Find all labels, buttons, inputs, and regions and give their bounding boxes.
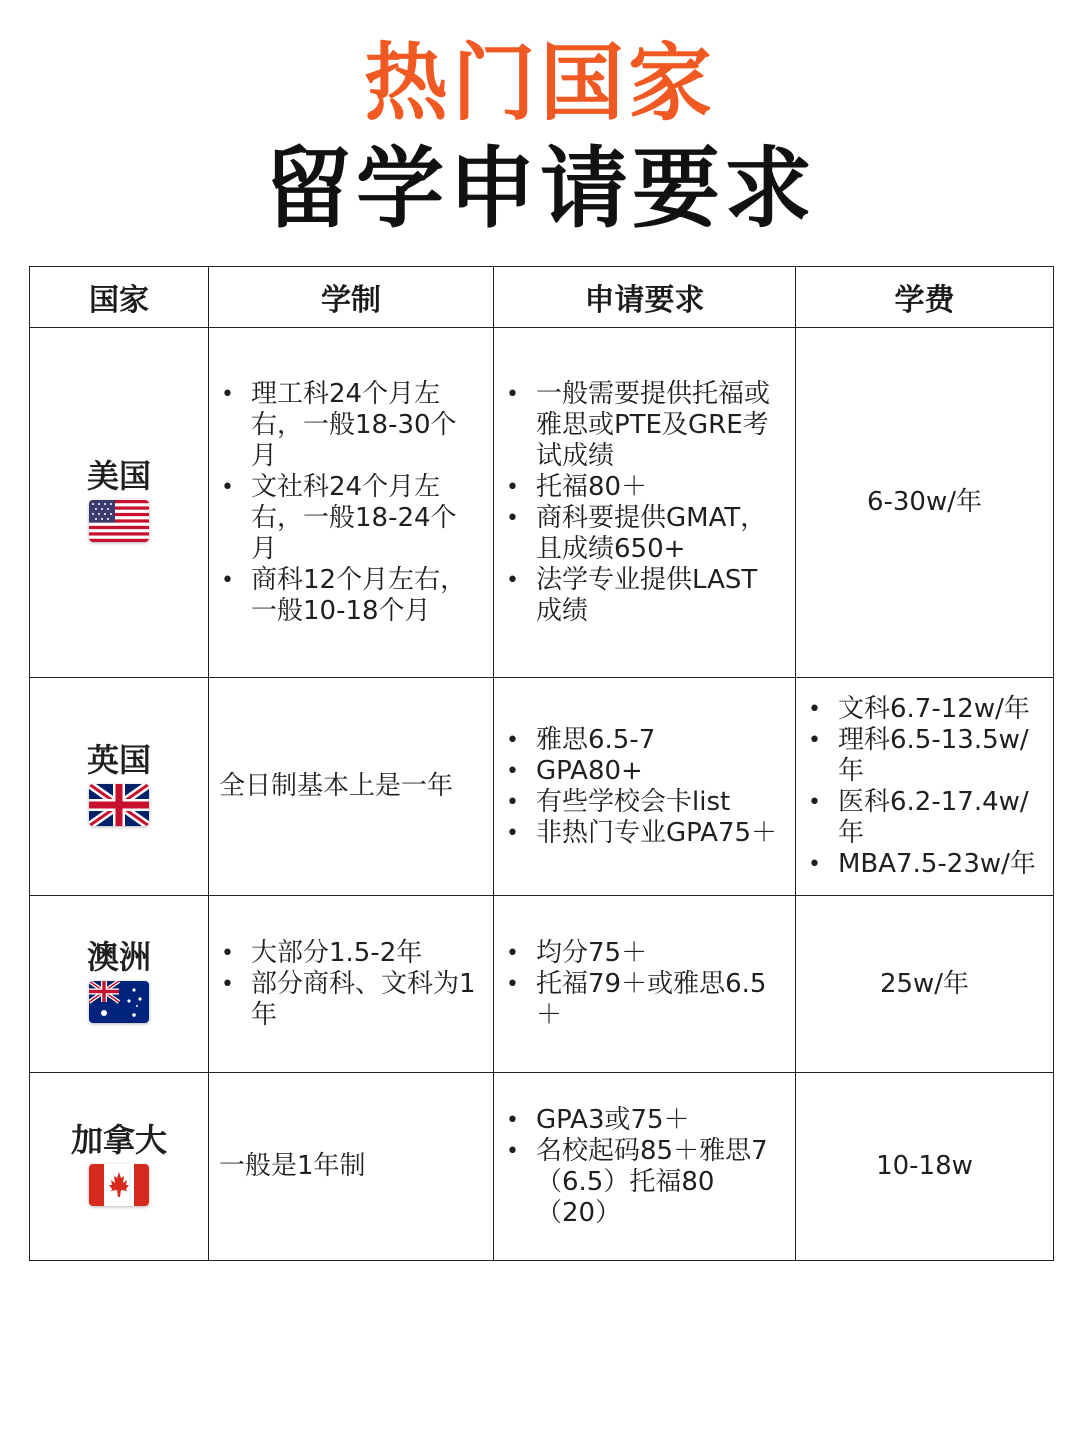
duration-cell-uk: 全日制基本上是一年 bbox=[209, 678, 494, 896]
requirements-cell-canada bbox=[494, 1073, 796, 1261]
requirements-table bbox=[29, 266, 1054, 1261]
list-item: • GPA3或75＋ bbox=[504, 1105, 783, 1136]
tuition-cell-usa: 6-30w/年 bbox=[796, 328, 1054, 678]
requirements-cell-usa bbox=[494, 328, 796, 678]
list-item: • GPA80+ bbox=[504, 756, 783, 787]
requirements-list bbox=[494, 938, 795, 1031]
header-duration: 学制 bbox=[209, 267, 494, 328]
list-item: • 雅思6.5-7 bbox=[504, 725, 783, 756]
country-cell-usa bbox=[30, 328, 209, 678]
duration-cell-australia bbox=[209, 896, 494, 1073]
page-subtitle: 留学申请要求 bbox=[263, 137, 816, 240]
list-item: • 大部分1.5-2年 bbox=[219, 938, 481, 969]
list-item: • 医科6.2-17.4w/年 bbox=[806, 787, 1041, 849]
country-name: 加拿大 bbox=[70, 1120, 167, 1159]
country-name: 英国 bbox=[86, 740, 151, 779]
duration-list bbox=[209, 379, 493, 627]
uk-flag-icon bbox=[89, 784, 149, 826]
country-name: 美国 bbox=[86, 456, 151, 495]
page-title: 热门国家 bbox=[363, 34, 716, 132]
list-item: • 文科6.7-12w/年 bbox=[806, 694, 1041, 725]
table-row-australia bbox=[30, 896, 1054, 1073]
list-item: • 法学专业提供LAST成绩 bbox=[504, 565, 783, 627]
requirements-list bbox=[494, 379, 795, 627]
list-item: • 商科12个月左右，一般10-18个月 bbox=[219, 565, 481, 627]
us-flag-icon bbox=[89, 500, 149, 542]
requirements-list bbox=[494, 725, 795, 849]
duration-cell-usa bbox=[209, 328, 494, 678]
list-item: • 商科要提供GMAT，且成绩650+ bbox=[504, 503, 783, 565]
tuition-cell-uk bbox=[796, 678, 1054, 896]
country-cell-australia bbox=[30, 896, 209, 1073]
tuition-list bbox=[796, 694, 1053, 880]
canada-flag-icon bbox=[89, 1164, 149, 1206]
list-item: • 理科6.5-13.5w/年 bbox=[806, 725, 1041, 787]
list-item: • 均分75＋ bbox=[504, 938, 783, 969]
duration-list bbox=[209, 938, 493, 1031]
requirements-cell-uk bbox=[494, 678, 796, 896]
list-item: • 托福80＋ bbox=[504, 472, 783, 503]
header-tuition: 学费 bbox=[796, 267, 1054, 328]
list-item: • 文社科24个月左右，一般18-24个月 bbox=[219, 472, 481, 565]
duration-cell-canada: 一般是1年制 bbox=[209, 1073, 494, 1261]
list-item: • 部分商科、文科为1年 bbox=[219, 969, 481, 1031]
country-cell-uk bbox=[30, 678, 209, 896]
australia-flag-icon bbox=[89, 981, 149, 1023]
country-name: 澳洲 bbox=[86, 938, 151, 976]
header-country: 国家 bbox=[30, 267, 209, 328]
table-row-usa bbox=[30, 328, 1054, 678]
list-item: • 托福79＋或雅思6.5＋ bbox=[504, 969, 783, 1031]
requirements-cell-australia bbox=[494, 896, 796, 1073]
country-cell-canada bbox=[30, 1073, 209, 1261]
table-header-row bbox=[30, 267, 1054, 328]
tuition-cell-australia: 25w/年 bbox=[796, 896, 1054, 1073]
table-row-canada bbox=[30, 1073, 1054, 1261]
list-item: • 一般需要提供托福或雅思或PTE及GRE考试成绩 bbox=[504, 379, 783, 472]
list-item: • MBA7.5-23w/年 bbox=[806, 849, 1041, 880]
header-requirements: 申请要求 bbox=[494, 267, 796, 328]
list-item: • 非热门专业GPA75＋ bbox=[504, 818, 783, 849]
list-item: • 理工科24个月左右，一般18-30个月 bbox=[219, 379, 481, 472]
table-row-uk bbox=[30, 678, 1054, 896]
requirements-list bbox=[494, 1105, 795, 1229]
list-item: • 名校起码85＋雅思7（6.5）托福80（20） bbox=[504, 1136, 783, 1229]
list-item: • 有些学校会卡list bbox=[504, 787, 783, 818]
tuition-cell-canada: 10-18w bbox=[796, 1073, 1054, 1261]
